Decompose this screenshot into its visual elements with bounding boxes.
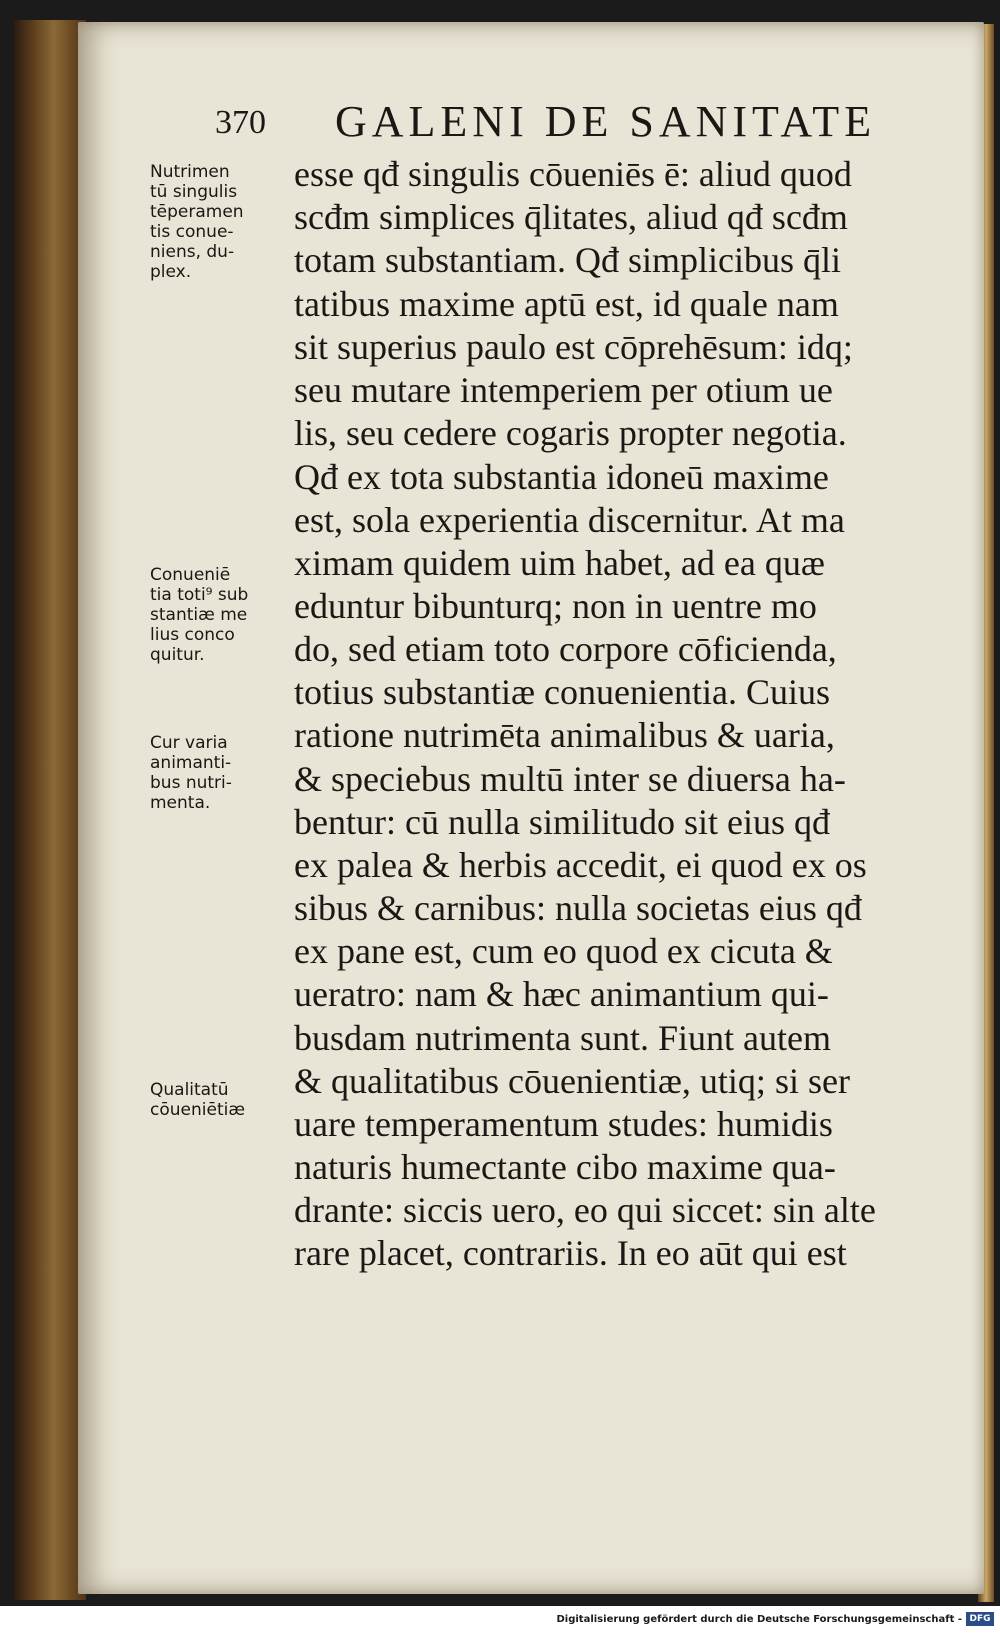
note-line: cōueniētiæ <box>150 1100 246 1120</box>
text-line: busdam nutrimenta sunt. Fiunt autem <box>294 1018 831 1058</box>
text-line: eduntur bibunturq; non in uentre mo <box>294 586 817 626</box>
page-number: 370 <box>215 104 266 141</box>
note-line: menta. <box>150 793 211 813</box>
marginal-note <box>150 565 290 665</box>
note-line: tis conue- <box>150 222 234 242</box>
text-line: ex palea & herbis accedit, ei quod ex os <box>294 845 867 885</box>
book-edge-left <box>14 20 86 1600</box>
text-line: scđm simplices q̄litates, aliud qđ scđm <box>294 197 848 237</box>
text-line: est, sola experientia discernitur. At ma <box>294 500 845 540</box>
text-line: sibus & carnibus: nulla societas eius qđ <box>294 888 862 928</box>
text-line: esse qđ singulis cōueniēs ē: aliud quod <box>294 154 852 194</box>
text-line: bentur: cū nulla similitudo sit eius qđ <box>294 802 830 842</box>
text-line: uare temperamentum studes: humidis <box>294 1104 833 1144</box>
note-line: lius conco <box>150 625 235 645</box>
text-line: ueratro: nam & hæc animantium qui- <box>294 974 829 1014</box>
text-line: ex pane est, cum eo quod ex cicuta & <box>294 931 833 971</box>
text-line: ratione nutrimēta animalibus & uaria, <box>294 715 835 755</box>
note-line: Qualitatū <box>150 1080 229 1100</box>
text-line: do, sed etiam toto corpore cōficienda, <box>294 629 837 669</box>
text-line: ximam quidem uim habet, ad ea quæ <box>294 543 825 583</box>
note-line: Cur varia <box>150 733 228 753</box>
note-line: plex. <box>150 262 192 282</box>
text-line: rare placet, contrariis. In eo aūt qui est <box>294 1233 847 1273</box>
note-line: quitur. <box>150 645 205 665</box>
note-line: tēperamen <box>150 202 244 222</box>
text-line: drante: siccis uero, eo qui siccet: sin alte <box>294 1190 876 1230</box>
text-line: Qđ ex tota substantia idoneū maxime <box>294 457 829 497</box>
footer-credit: Digitalisierung gefördert durch die Deutsche Forschungsgemeinschaft - <box>556 1614 962 1625</box>
text-line: seu mutare intemperiem per otium ue <box>294 370 833 410</box>
note-line: animanti- <box>150 753 232 773</box>
text-line: & qualitatibus cōuenientiæ, utiq; si ser <box>294 1061 850 1101</box>
note-line: tia toti⁹ sub <box>150 585 249 605</box>
text-line: totam substantiam. Qđ simplicibus q̄li <box>294 240 841 280</box>
text-line: lis, seu cedere cogaris propter negotia. <box>294 413 847 453</box>
running-head: GALENI DE SANITATE <box>335 97 877 146</box>
note-line: Conueniē <box>150 565 231 585</box>
footer-bar <box>0 1606 1000 1635</box>
text-line: naturis humectante cibo maxime qua- <box>294 1147 836 1187</box>
text-line: tatibus maxime aptū est, id quale nam <box>294 284 839 324</box>
note-line: bus nutri- <box>150 773 232 793</box>
note-line: tū singulis <box>150 182 238 202</box>
text-line: sit superius paulo est cōprehēsum: idq; <box>294 327 853 367</box>
note-line: stantiæ me <box>150 605 248 625</box>
note-line: Nutrimen <box>150 162 230 182</box>
marginal-note <box>150 1080 290 1120</box>
text-line: & speciebus multū inter se diuersa ha- <box>294 759 846 799</box>
note-line: niens, du- <box>150 242 235 262</box>
marginal-note <box>150 733 290 813</box>
dfg-logo: DFG <box>966 1612 994 1626</box>
marginal-note <box>150 162 290 282</box>
page-header <box>215 96 915 152</box>
text-line: totius substantiæ conuenientia. Cuius <box>294 672 830 712</box>
